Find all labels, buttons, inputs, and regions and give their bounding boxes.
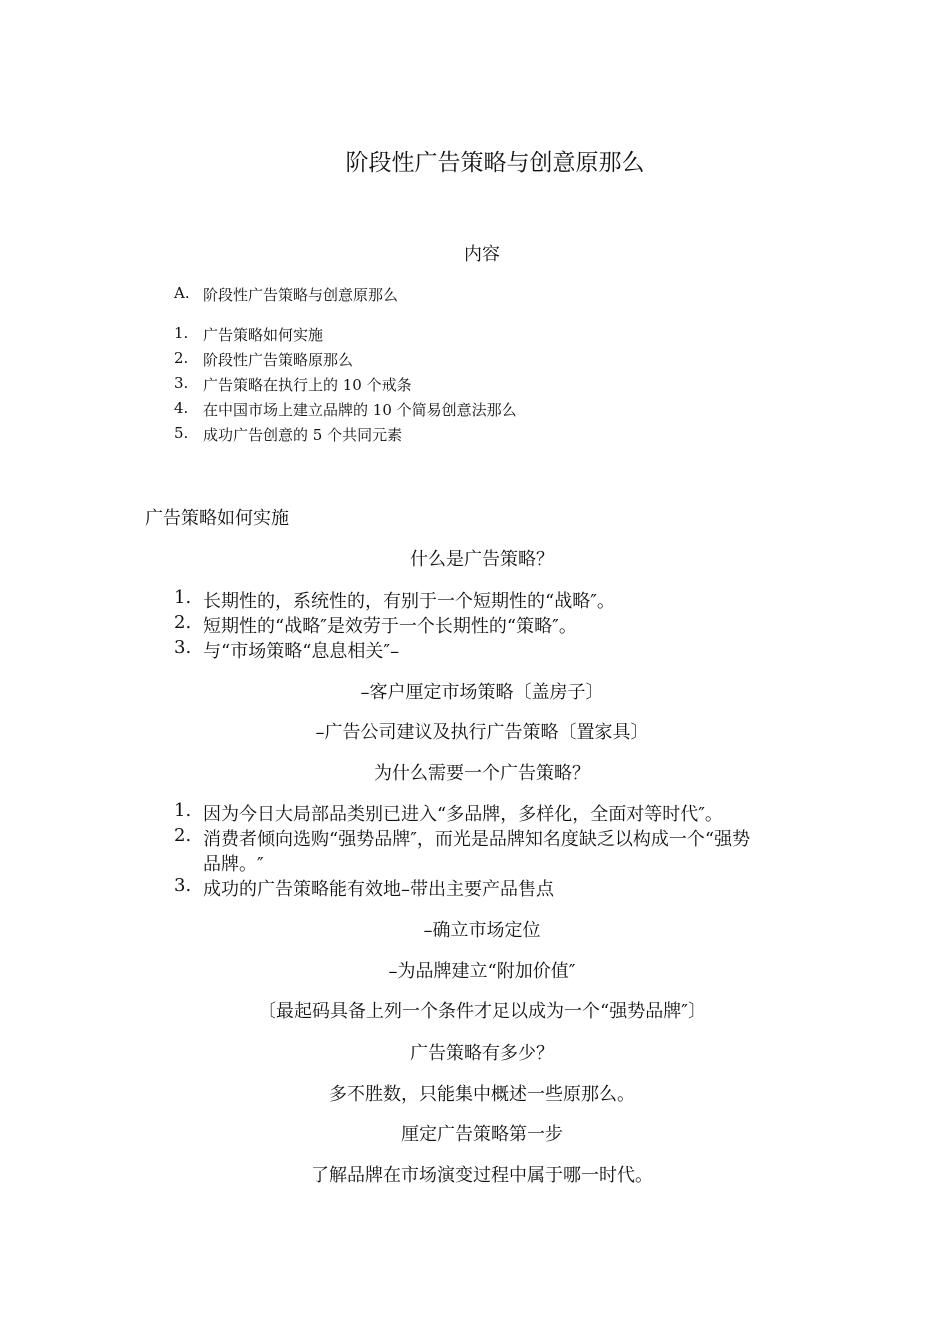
- question-heading: 为什么需要一个广告策略？: [374, 763, 590, 784]
- list-item: [174, 612, 834, 636]
- list-item-text: 成功的广告策略能有效地–带出主要产品售点: [203, 879, 554, 900]
- toc-item-text: 在中国市场上建立品牌的 10 个简易创意法那么: [203, 401, 517, 419]
- list-item-text: 与“市场策略“息息相关″–: [203, 641, 400, 662]
- list-item-num: 2.: [174, 612, 192, 633]
- toc-part-text: 阶段性广告策略与创意原那么: [203, 286, 399, 304]
- toc-item-3: [174, 374, 674, 394]
- list-item: [174, 800, 834, 824]
- list-item-num: 3.: [174, 637, 192, 658]
- list-item-num: 2.: [174, 825, 192, 846]
- section-heading: 广告策略如何实施: [145, 508, 289, 529]
- toc-item-text: 广告策略如何实施: [203, 326, 324, 344]
- toc-item-num: 2.: [174, 349, 189, 367]
- toc-item-num: 1.: [174, 324, 189, 342]
- sub-point: –确立市场定位: [423, 920, 541, 941]
- toc-item-num: 3.: [174, 374, 189, 392]
- toc-item-1: [174, 324, 674, 344]
- question-heading: 什么是广告策略？: [410, 549, 554, 570]
- question-heading: 广告策略有多少？: [410, 1043, 554, 1064]
- list-item: [174, 637, 834, 661]
- toc-item-2: [174, 349, 674, 369]
- list-item-text: 因为今日大局部品类别已进入“多品牌，多样化，全面对等时代″。: [203, 804, 723, 825]
- list-item-text: 消费者倾向选购“强势品牌″，而光是品牌知名度缺乏以构成一个“强势: [203, 829, 751, 850]
- list-item-num: 1.: [174, 587, 192, 608]
- list-item-num: 1.: [174, 800, 192, 821]
- list-item-num: 3.: [174, 875, 192, 896]
- list-item: [174, 825, 834, 849]
- toc-item-num: 5.: [174, 424, 189, 442]
- list-item-text: 长期性的，系统性的，有别于一个短期性的“战略″。: [203, 591, 615, 612]
- answer-text: 多不胜数，只能集中概述一些原那么。: [329, 1084, 635, 1105]
- list-item-text: 短期性的“战略″是效劳于一个长期性的“策略″。: [203, 616, 577, 637]
- sub-point: 〔最起码具备上列一个条件才足以成为一个“强势品牌″〕: [258, 1001, 706, 1022]
- toc-item-4: [174, 399, 674, 419]
- toc-item-5: [174, 424, 674, 444]
- toc-part-label: A.: [174, 284, 190, 302]
- toc-item-num: 4.: [174, 399, 189, 417]
- toc-item-text: 成功广告创意的 5 个共同元素: [203, 426, 403, 444]
- answer-text: 了解品牌在市场演变过程中属于哪一时代。: [311, 1165, 653, 1186]
- question-heading: 厘定广告策略第一步: [401, 1124, 563, 1145]
- sub-point: –为品牌建立“附加价值″: [388, 961, 576, 982]
- sub-point: –广告公司建议及执行广告策略〔置家具〕: [315, 722, 649, 743]
- toc-heading: 内容: [464, 244, 500, 265]
- toc-item-text: 阶段性广告策略原那么: [203, 351, 354, 369]
- list-item-continuation: 品牌。″: [203, 854, 264, 875]
- toc-part-a: [174, 284, 674, 304]
- list-item: [174, 875, 834, 899]
- list-item: [174, 587, 834, 611]
- sub-point: –客户厘定市场策略〔盖房子〕: [360, 682, 604, 703]
- toc-item-text: 广告策略在执行上的 10 个戒条: [203, 376, 412, 394]
- document-title: 阶段性广告策略与创意原那么: [345, 150, 645, 176]
